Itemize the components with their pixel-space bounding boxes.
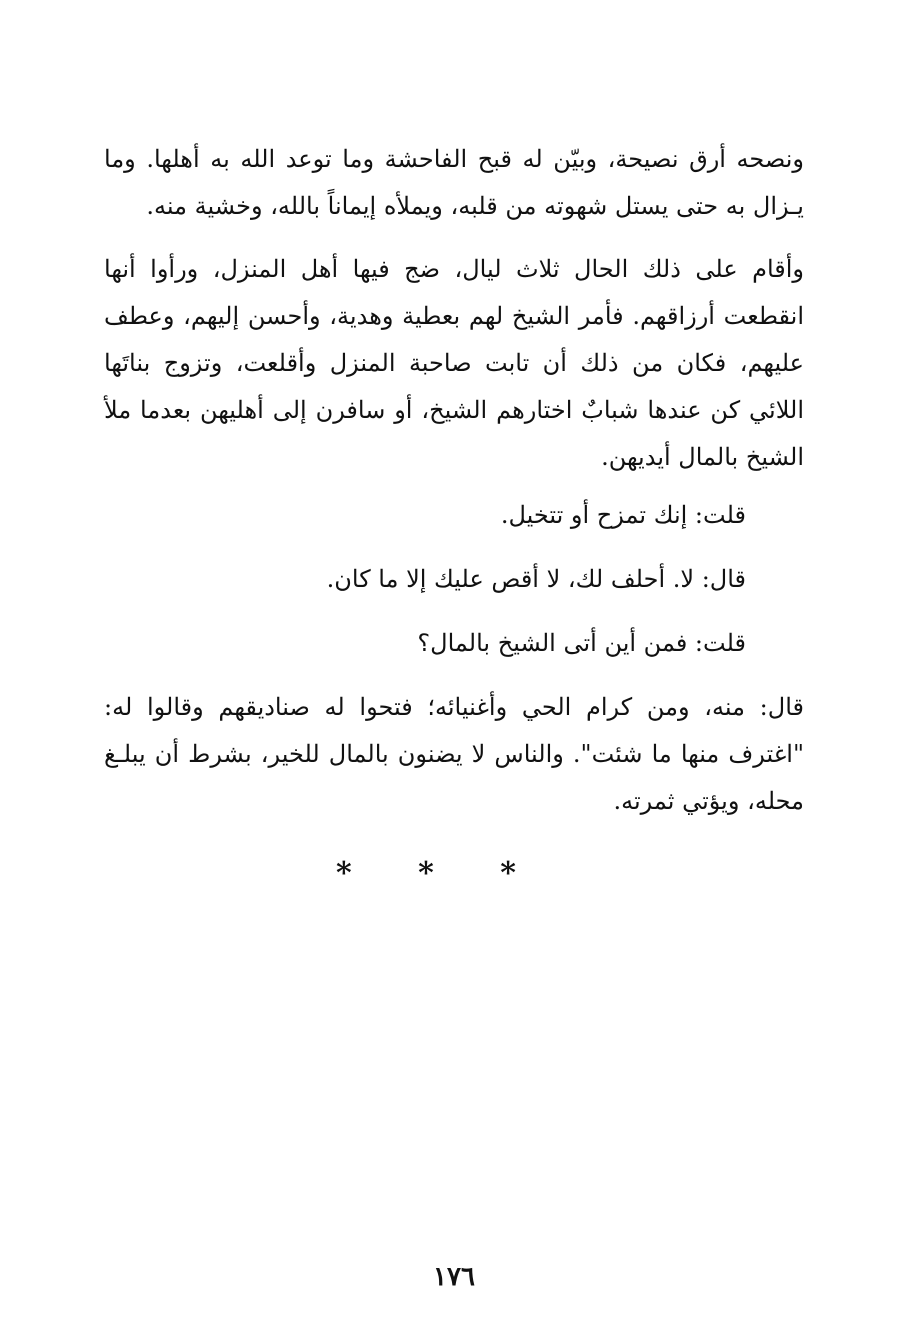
page-number: ١٧٦: [433, 1262, 475, 1292]
dialogue-line-oath: قال: لا. أحلف لك، لا أقص عليك إلا ما كان.: [326, 565, 746, 593]
section-separator: * * *: [336, 856, 544, 891]
dialogue-line-question: قلت: فمن أين أتى الشيخ بالمال؟: [417, 629, 746, 657]
paragraph-advice: ونصحه أرق نصيحة، وبيّن له قبح الفاحشة وما توعد الله به أهلها. وما يـزال به حتى يستل شهوته من قلبه، ويملأه إيماناً بالله، وخشية منه.: [104, 145, 804, 220]
paragraph-three-nights: وأقام على ذلك الحال ثلاث ليال، ضج فيها أهل المنزل، ورأوا أنها انقطعت أرزاقهم. فأمر الشيخ لهم بعطية وهدية، وأحسن إليهم، وعطف عليهم، فكان من ذلك أن تابت صاحبة المنزل وأقلعت، وتزوج بناتَها اللائي كن عندها شبابٌ اختارهم الشيخ، أو سافرن إلى أهليهن بعدما ملأ الشيخ بالمال أيديهن.: [104, 255, 804, 471]
dialogue-line-joke: قلت: إنك تمزح أو تتخيل.: [500, 501, 746, 529]
paragraph-answer: قال: منه، ومن كرام الحي وأغنيائه؛ فتحوا له صناديقهم وقالوا له: "اغترف منها ما شئت". والناس لا يضنون بالمال للخير، بشرط أن يبلـغ محله، ويؤتي ثمرته.: [104, 693, 804, 815]
